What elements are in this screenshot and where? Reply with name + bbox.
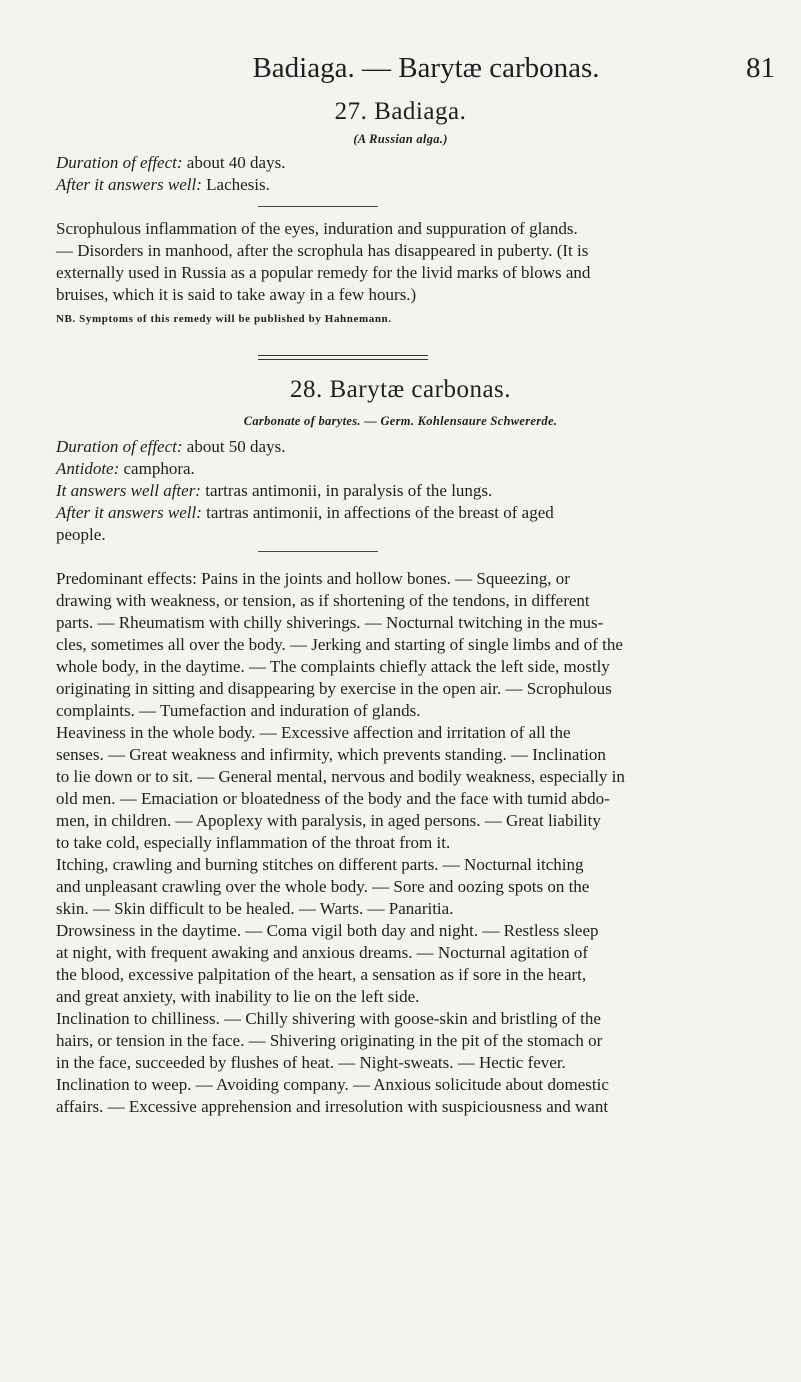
section-28-body-line: Drowsiness in the daytime. — Coma vigil both day and night. — Restless sleep bbox=[56, 921, 599, 940]
duration-label: Duration of effect: bbox=[56, 437, 183, 456]
section-28-body-line: senses. — Great weakness and infirmity, which prevents standing. — Inclination bbox=[56, 745, 606, 764]
section-27-title: 27. Badiaga. bbox=[334, 98, 467, 125]
section-28-body-line: old men. — Emaciation or bloatedness of the body and the face with tumid abdo- bbox=[56, 789, 610, 808]
before-label: It answers well after: bbox=[56, 481, 201, 500]
after-label: After it answers well: bbox=[56, 503, 202, 522]
section-28-body-line: men, in children. — Apoplexy with paralysis, in aged persons. — Great liability bbox=[56, 811, 601, 830]
section-28-body-line: to take cold, especially inflammation of the throat from it. bbox=[56, 833, 451, 852]
section-28-body-line: cles, sometimes all over the body. — Jerking and starting of single limbs and of the bbox=[56, 635, 623, 654]
section-28-body-line: hairs, or tension in the face. — Shivering originating in the pit of the stomach or bbox=[56, 1031, 603, 1050]
antidote-label: Antidote: bbox=[56, 459, 120, 478]
running-title: Badiaga. — Barytæ carbonas. bbox=[252, 52, 600, 84]
section-28-body-line: and great anxiety, with inability to lie on the left side. bbox=[56, 987, 420, 1006]
section-27-body-line: bruises, which it is said to take away in a few hours.) bbox=[56, 285, 417, 304]
section-27-body-line: Scrophulous inflammation of the eyes, induration and suppuration of glands. bbox=[56, 219, 578, 238]
section-28-body-line: Inclination to chilliness. — Chilly shivering with goose-skin and bristling of the bbox=[56, 1009, 601, 1028]
section-27-note: NB. Symptoms of this remedy will be published by Hahnemann. bbox=[56, 313, 392, 325]
section-28-after bbox=[56, 502, 746, 524]
section-28-body-line: Inclination to weep. — Avoiding company. — Anxious solicitude about domestic bbox=[56, 1075, 609, 1094]
page-number: 81 bbox=[746, 52, 775, 84]
section-28-body-line: drawing with weakness, or tension, as if shortening of the tendons, in different bbox=[56, 591, 590, 610]
section-28-body-line: Predominant effects: Pains in the joints and hollow bones. — Squeezing, or bbox=[56, 569, 570, 588]
section-28-antidote bbox=[56, 458, 746, 480]
section-27-after bbox=[56, 174, 746, 196]
antidote-value: camphora. bbox=[123, 459, 195, 478]
section-28-subtitle: Carbonate of barytes. — Germ. Kohlensaure Schwererde. bbox=[243, 414, 558, 428]
section-28-body-line: at night, with frequent awaking and anxious dreams. — Nocturnal agitation of bbox=[56, 943, 589, 962]
section-27-subtitle: (A Russian alga.) bbox=[353, 132, 448, 146]
section-28-body-line: the blood, excessive palpitation of the heart, a sensation as if sore in the heart, bbox=[56, 965, 587, 984]
section-28-before bbox=[56, 480, 746, 502]
short-divider bbox=[258, 551, 378, 552]
section-27-body-line: externally used in Russia as a popular remedy for the livid marks of blows and bbox=[56, 263, 591, 282]
section-28-body-line: originating in sitting and disappearing by exercise in the open air. — Scrophulous bbox=[56, 679, 612, 698]
section-28-body-line: affairs. — Excessive apprehension and irresolution with suspiciousness and want bbox=[56, 1097, 609, 1116]
section-28-body-line: parts. — Rheumatism with chilly shiverings. — Nocturnal twitching in the mus- bbox=[56, 613, 604, 632]
section-27-body-line: — Disorders in manhood, after the scrophula has disappeared in puberty. (It is bbox=[56, 241, 589, 260]
duration-value: about 40 days. bbox=[186, 153, 286, 172]
section-28-body-line: and unpleasant crawling over the whole body. — Sore and oozing spots on the bbox=[56, 877, 590, 896]
short-divider bbox=[258, 206, 378, 207]
section-28-duration bbox=[56, 436, 746, 458]
after-value: Lachesis. bbox=[206, 175, 270, 194]
section-28-body-line: skin. — Skin difficult to be healed. — Warts. — Panaritia. bbox=[56, 899, 454, 918]
duration-label: Duration of effect: bbox=[56, 153, 183, 172]
section-28-body-line: whole body, in the daytime. — The complaints chiefly attack the left side, mostly bbox=[56, 657, 610, 676]
duration-value: about 50 days. bbox=[186, 437, 286, 456]
section-28-body-line: complaints. — Tumefaction and induration of glands. bbox=[56, 701, 421, 720]
section-28-body-line: in the face, succeeded by flushes of heat. — Night-sweats. — Hectic fever. bbox=[56, 1053, 566, 1072]
after-label: After it answers well: bbox=[56, 175, 202, 194]
before-value: tartras antimonii, in paralysis of the lungs. bbox=[205, 481, 493, 500]
section-27-duration bbox=[56, 152, 746, 174]
section-28-body-line: Itching, crawling and burning stitches on different parts. — Nocturnal itching bbox=[56, 855, 584, 874]
section-divider bbox=[258, 355, 428, 360]
section-28-after-cont: people. bbox=[56, 525, 106, 544]
after-value: tartras antimonii, in affections of the breast of aged bbox=[206, 503, 554, 522]
section-28-body-line: Heaviness in the whole body. — Excessive affection and irritation of all the bbox=[56, 723, 571, 742]
section-28-body-line: to lie down or to sit. — General mental, nervous and bodily weakness, especially in bbox=[56, 767, 625, 786]
section-28-title: 28. Barytæ carbonas. bbox=[289, 376, 512, 403]
